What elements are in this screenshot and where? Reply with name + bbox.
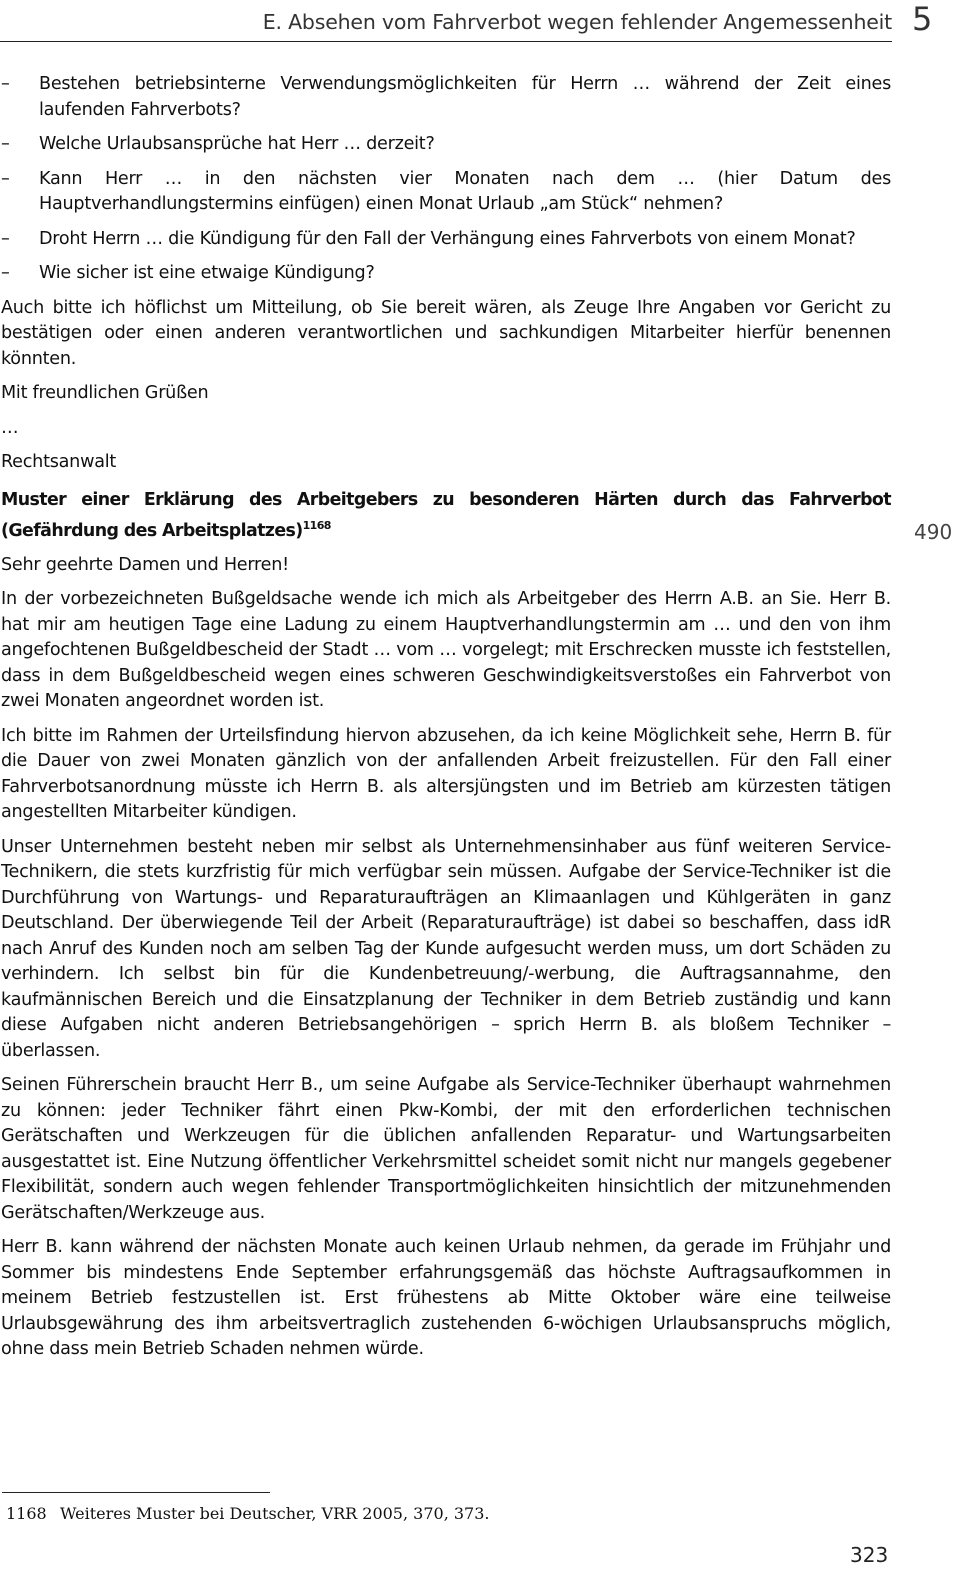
page-number: 323 — [850, 1543, 889, 1567]
list-item — [1, 132, 891, 158]
footnote-rule — [2, 1492, 270, 1493]
footnote — [6, 1504, 489, 1523]
question-text: Wie sicher ist eine etwaige Kündigung? — [39, 263, 375, 283]
salutation: Sehr geehrte Damen und Herren! — [1, 554, 289, 575]
footnote-number: 1168 — [6, 1504, 47, 1523]
question-text: Welche Urlaubsansprüche hat Herr … derzeit? — [39, 134, 435, 154]
margin-number: 490 — [914, 520, 953, 544]
signature-placeholder: … — [1, 417, 19, 438]
question-text: Kann Herr … in den nächsten vier Monaten nach dem … (hier Datum des Hauptverhandlungstermins einfügen) einen Monat Urlaub „am Stück“ nehmen? — [39, 168, 891, 214]
section-heading-text: Muster einer Erklärung des Arbeitgebers zu besonderen Härten durch das Fahrverbot (Gefährdung des Arbeitsplatzes) — [1, 489, 891, 541]
body-paragraph: Ich bitte im Rahmen der Urteilsfindung hiervon abzusehen, da ich keine Möglichkeit sehe, Herrn B. für die Dauer von zwei Monaten gänzlich von der anfallenden Arbeit freizustellen. Für den Fall einer Fahrverbotsanordnung müsste ich Herrn B. als altersjüngsten und im Betrieb am kürzesten tätigen angestellten Mitarbeiter kündigen. — [1, 725, 891, 822]
main-content — [1, 72, 891, 1372]
signature-title: Rechtsanwalt — [1, 452, 117, 472]
list-item — [1, 227, 891, 253]
body-paragraph: Seinen Führerschein braucht Herr B., um seine Aufgabe als Service-Techniker überhaupt wahrnehmen zu können: jeder Techniker fährt einen Pkw-Kombi, der mit den erforderlichen technischen Gerätschaften und Werkzeugen für die üblichen anfallenden Reparatur- und Wartungsarbeiten ausgestattet ist. Eine Nutzung öffentlicher Verkehrsmittel scheidet somit nicht nur mangels gegebener Flexibilität, sondern auch wegen fehlender Transportmöglichkeiten hinsichtlich der mitzunehmenden Gerätschaften/Werkzeuge aus. — [1, 1075, 891, 1223]
dash-bullet: – — [1, 168, 10, 189]
witness-request-paragraph: Auch bitte ich höflichst um Mitteilung, ob Sie bereit wären, als Zeuge Ihre Angaben vor Gericht zu bestätigen oder einen anderen verantwortlichen und sachkundigen Mitarbeiter hierfür benennen könnten. — [1, 297, 891, 369]
body-paragraph: Unser Unternehmen besteht neben mir selbst als Unternehmensinhaber aus fünf weiteren Service-Technikern, die stets kurzfristig für mich verfügbar sein müssen. Aufgabe der Service-Techniker ist die Durchführung von Wartungs- und Reparaturaufträgen an Klimaanlagen und Kühlgeräten in ganz Deutschland. Der überwiegende Teil der Arbeit (Reparaturaufträge) ist dabei so beschaffen, dass idR nach Anruf des Kunden noch am selben Tag der Kunde aufgesucht werden muss, um dort Schäden zu verhindern. Ich selbst bin für die Kundenbetreuung/-werbung, die Auftragsannahme, den kaufmännischen Bereich und die Einsatzplanung der Techniker in dem Betrieb zuständig und kann diese Aufgaben nicht anderen Betriebsangehörigen – sprich Herrn B. als bloßem Techniker – überlassen. — [1, 836, 891, 1061]
closing-line: Mit freundlichen Grüßen — [1, 383, 209, 403]
dash-bullet: – — [1, 263, 10, 283]
dash-bullet: – — [1, 134, 10, 154]
dash-bullet: – — [1, 228, 10, 249]
body-paragraph: In der vorbezeichneten Bußgeldsache wende ich mich als Arbeitgeber des Herrn A.B. an Sie. Herr B. hat mir am heutigen Tage eine Ladung zu einem Hauptverhandlungstermin am … und den von ihm angefochtenen Bußgeldbescheid der Stadt … vom … vorgelegt; mit Erschrecken musste ich feststellen, dass in dem Bußgeldbescheid wegen eines schweren Geschwindigkeitsverstoßes ein Fahrverbot von zwei Monaten angeordnet worden ist. — [1, 589, 891, 711]
header-rule — [0, 41, 892, 42]
chapter-number: 5 — [912, 0, 933, 38]
dash-bullet: – — [1, 74, 10, 94]
question-text: Bestehen betriebsinterne Verwendungsmöglichkeiten für Herrn … während der Zeit eines laufenden Fahrverbots? — [39, 74, 891, 120]
question-list — [1, 72, 891, 287]
section-heading — [1, 488, 891, 545]
question-text: Droht Herrn … die Kündigung für den Fall der Verhängung eines Fahrverbots von einem Monat? — [39, 228, 856, 249]
body-paragraph: Herr B. kann während der nächsten Monate auch keinen Urlaub nehmen, da gerade im Frühjahr und Sommer bis mindestens Ende September erfahrungsgemäß das höchste Auftragsaufkommen in meinem Betrieb festzustellen ist. Erst frühestens ab Mitte Oktober wäre eine teilweise Urlaubsgewährung des ihm arbeitsvertraglich zustehenden 6-wöchigen Urlaubsanspruchs möglich, ohne dass mein Betrieb Schaden nehmen würde. — [1, 1237, 891, 1359]
footnote-text: Weiteres Muster bei Deutscher, VRR 2005, 370, 373. — [60, 1504, 490, 1523]
list-item — [1, 261, 891, 287]
list-item — [1, 167, 891, 218]
running-header-title: E. Absehen vom Fahrverbot wegen fehlender Angemessenheit — [262, 10, 892, 34]
list-item — [1, 72, 891, 123]
footnote-reference: 1168 — [302, 519, 331, 532]
